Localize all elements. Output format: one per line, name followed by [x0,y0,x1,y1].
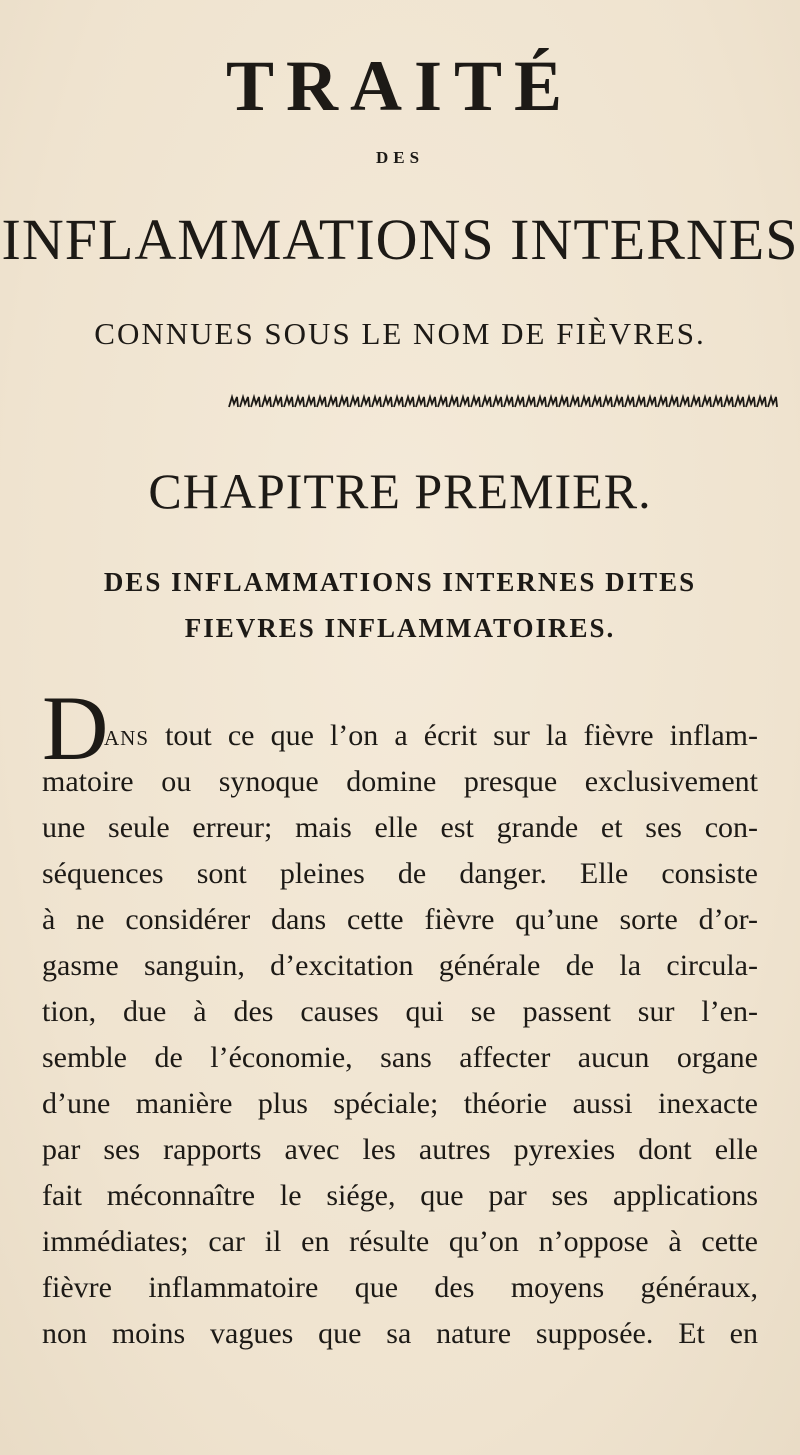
body-line-10: par ses rapports avec les autres pyrexies dont elle [42,1133,758,1166]
ornamental-rule [228,394,778,410]
body-line-8: semble de l’économie, sans affecter aucun organe [42,1041,758,1074]
first-line-text: tout ce que l’on a écrit sur la fièvre inflam- [149,719,758,752]
body-line-6: gasme sanguin, d’excitation générale de la circula- [42,949,758,982]
drop-cap: D [42,677,109,779]
body-line-1 [104,718,758,754]
title-des: DES [375,148,425,167]
body-line-2: matoire ou synoque domine presque exclusivement [42,765,758,798]
title-connues: CONNUES SOUS LE NOM DE FIÈVRES. [94,316,706,351]
body-line-5: à ne considérer dans cette fièvre qu’une sorte d’or- [42,903,758,936]
body-line-13: fièvre inflammatoire que des moyens généraux, [42,1271,758,1304]
body-line-4: séquences sont pleines de danger. Elle consiste [42,857,758,890]
section-heading-line-2: FIEVRES INFLAMMATOIRES. [184,613,616,643]
chapter-heading: CHAPITRE PREMIER. [148,463,652,519]
book-subtitle: INFLAMMATIONS INTERNES [1,207,799,272]
body-line-14: non moins vagues que sa nature supposée. Et en [42,1317,758,1350]
body-line-11: fait méconnaître le siége, que par ses applications [42,1179,758,1212]
body-line-9: d’une manière plus spéciale; théorie aussi inexacte [42,1087,758,1120]
section-heading-line-1: DES INFLAMMATIONS INTERNES DITES [103,567,697,597]
first-word-rest: ans [104,719,150,752]
body-line-7: tion, due à des causes qui se passent sur l’en- [42,995,758,1028]
ornamental-rule-pattern [228,394,778,410]
book-title: TRAITÉ [225,46,575,126]
body-line-3: une seule erreur; mais elle est grande et ses con- [42,811,758,844]
body-line-12: immédiates; car il en résulte qu’on n’oppose à cette [42,1225,758,1258]
